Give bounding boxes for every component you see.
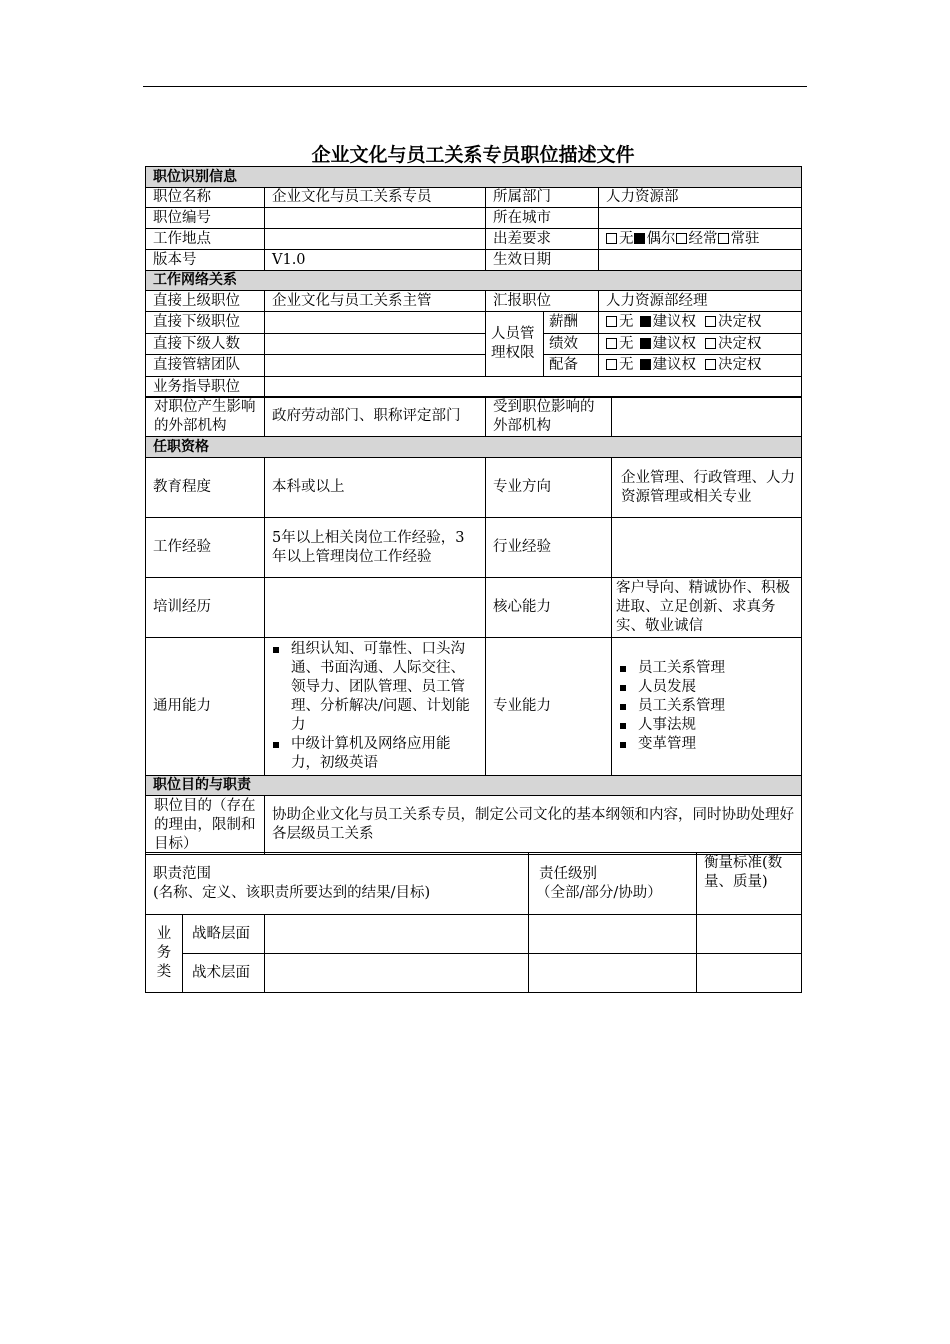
experience-label: 工作经验: [146, 518, 265, 578]
business-category-label: 业务类: [146, 915, 183, 993]
strategic-measure-cell: [697, 915, 802, 954]
work-location-label: 工作地点: [146, 229, 265, 250]
checkbox-empty-icon: [676, 233, 687, 244]
education-value: 本科或以上: [265, 458, 486, 518]
qualification-table: [145, 396, 802, 855]
team-value: [265, 355, 486, 377]
work-location-value: [265, 229, 486, 250]
guidance-label: 业务指导职位: [146, 377, 265, 398]
training-value: [265, 578, 486, 638]
level-header: [529, 853, 697, 915]
scope-subtitle: (名称、定义、该职责所要达到的结果/目标): [153, 884, 431, 901]
authority-label: 人员管理权限: [486, 312, 544, 377]
list-item: 变革管理: [616, 735, 797, 754]
checkbox-checked-icon: [640, 316, 651, 327]
core-competency-label: 核心能力: [486, 578, 612, 638]
subordinate-position-value: [265, 312, 486, 334]
responsibility-table: [145, 852, 802, 993]
checkbox-checked-icon: [640, 359, 651, 370]
external-affected-value: [612, 397, 802, 437]
level-title: 责任级别: [539, 865, 598, 882]
department-label: 所属部门: [486, 188, 599, 208]
subordinate-position-label: 直接下级职位: [146, 312, 265, 334]
version-value: V1.0: [265, 250, 486, 271]
tactical-scope-cell: [265, 954, 529, 993]
education-label: 教育程度: [146, 458, 265, 518]
position-name-value: 企业文化与员工关系专员: [265, 188, 486, 208]
tactical-measure-cell: [697, 954, 802, 993]
measure-header: 衡量标准(数量、质量): [697, 853, 802, 915]
scope-header: [146, 853, 529, 915]
list-item: 人员发展: [616, 678, 797, 697]
tactical-level-cell: [529, 954, 697, 993]
general-ability-list: [265, 638, 486, 776]
section-identity: 职位识别信息: [146, 167, 802, 188]
document-title: 企业文化与员工关系专员职位描述文件: [311, 144, 635, 166]
checkbox-empty-icon: [606, 359, 617, 370]
effective-date-value: [599, 250, 802, 271]
subordinate-count-value: [265, 334, 486, 355]
travel-label: 出差要求: [486, 229, 599, 250]
external-affected-label: 受到职位影响的外部机构: [486, 397, 612, 437]
subordinate-count-label: 直接下级人数: [146, 334, 265, 355]
identity-network-table: [145, 166, 802, 398]
authority-performance-options: 无 建议权 决定权: [599, 334, 802, 355]
scope-title: 职责范围: [153, 865, 211, 882]
city-value: [599, 208, 802, 229]
authority-performance-label: 绩效: [544, 334, 599, 355]
list-item: 人事法规: [616, 716, 797, 735]
travel-options: 无 偶尔 经常 常驻: [599, 229, 802, 250]
list-item: 组织认知、可靠性、口头沟通、书面沟通、人际交往、领导力、团队管理、员工管理、分析解决/问题、计划能力: [269, 640, 479, 735]
guidance-value: [265, 377, 802, 398]
strategic-scope-cell: [265, 915, 529, 954]
section-qualification: 任职资格: [146, 437, 802, 458]
report-label: 汇报职位: [486, 291, 599, 312]
purpose-label: 职位目的（存在的理由，限制和目标）: [146, 796, 265, 855]
checkbox-empty-icon: [705, 316, 716, 327]
superior-value: 企业文化与员工关系主管: [265, 291, 486, 312]
report-value: 人力资源部经理: [599, 291, 802, 312]
checkbox-checked-icon: [640, 338, 651, 349]
position-code-value: [265, 208, 486, 229]
industry-label: 行业经验: [486, 518, 612, 578]
professional-ability-label: 专业能力: [486, 638, 612, 776]
version-label: 版本号: [146, 250, 265, 271]
checkbox-empty-icon: [606, 233, 617, 244]
strategic-level-cell: [529, 915, 697, 954]
checkbox-empty-icon: [705, 359, 716, 370]
city-label: 所在城市: [486, 208, 599, 229]
authority-staffing-options: 无 建议权 决定权: [599, 355, 802, 377]
authority-salary-label: 薪酬: [544, 312, 599, 334]
major-value: 企业管理、行政管理、人力资源管理或相关专业: [612, 458, 802, 518]
experience-value: 5年以上相关岗位工作经验，3年以上管理岗位工作经验: [265, 518, 486, 578]
external-affecting-value: 政府劳动部门、职称评定部门: [265, 397, 486, 437]
list-item: 员工关系管理: [616, 659, 797, 678]
position-code-label: 职位编号: [146, 208, 265, 229]
checkbox-empty-icon: [606, 338, 617, 349]
training-label: 培训经历: [146, 578, 265, 638]
team-label: 直接管辖团队: [146, 355, 265, 377]
major-label: 专业方向: [486, 458, 612, 518]
checkbox-empty-icon: [606, 316, 617, 327]
industry-value: [612, 518, 802, 578]
department-value: 人力资源部: [599, 188, 802, 208]
section-purpose: 职位目的与职责: [146, 776, 802, 796]
position-name-label: 职位名称: [146, 188, 265, 208]
authority-staffing-label: 配备: [544, 355, 599, 377]
effective-date-label: 生效日期: [486, 250, 599, 271]
checkbox-empty-icon: [718, 233, 729, 244]
list-item: 中级计算机及网络应用能力，初级英语: [269, 735, 479, 773]
purpose-value: 协助企业文化与员工关系专员，制定公司文化的基本纲领和内容，同时协助处理好各层级员工关系: [265, 796, 802, 855]
header-rule: [143, 86, 807, 87]
core-competency-value: 客户导向、精诚协作、积极进取、立足创新、求真务实、敬业诚信: [612, 578, 802, 638]
tactical-level-label: 战术层面: [183, 954, 265, 993]
external-affecting-label: 对职位产生影响的外部机构: [146, 397, 265, 437]
checkbox-checked-icon: [634, 233, 645, 244]
list-item: 员工关系管理: [616, 697, 797, 716]
authority-salary-options: 无 建议权 决定权: [599, 312, 802, 334]
checkbox-empty-icon: [705, 338, 716, 349]
professional-ability-list: [612, 638, 802, 776]
strategic-level-label: 战略层面: [183, 915, 265, 954]
superior-label: 直接上级职位: [146, 291, 265, 312]
section-network: 工作网络关系: [146, 271, 802, 291]
general-ability-label: 通用能力: [146, 638, 265, 776]
level-subtitle: （全部/部分/协助）: [536, 884, 662, 901]
